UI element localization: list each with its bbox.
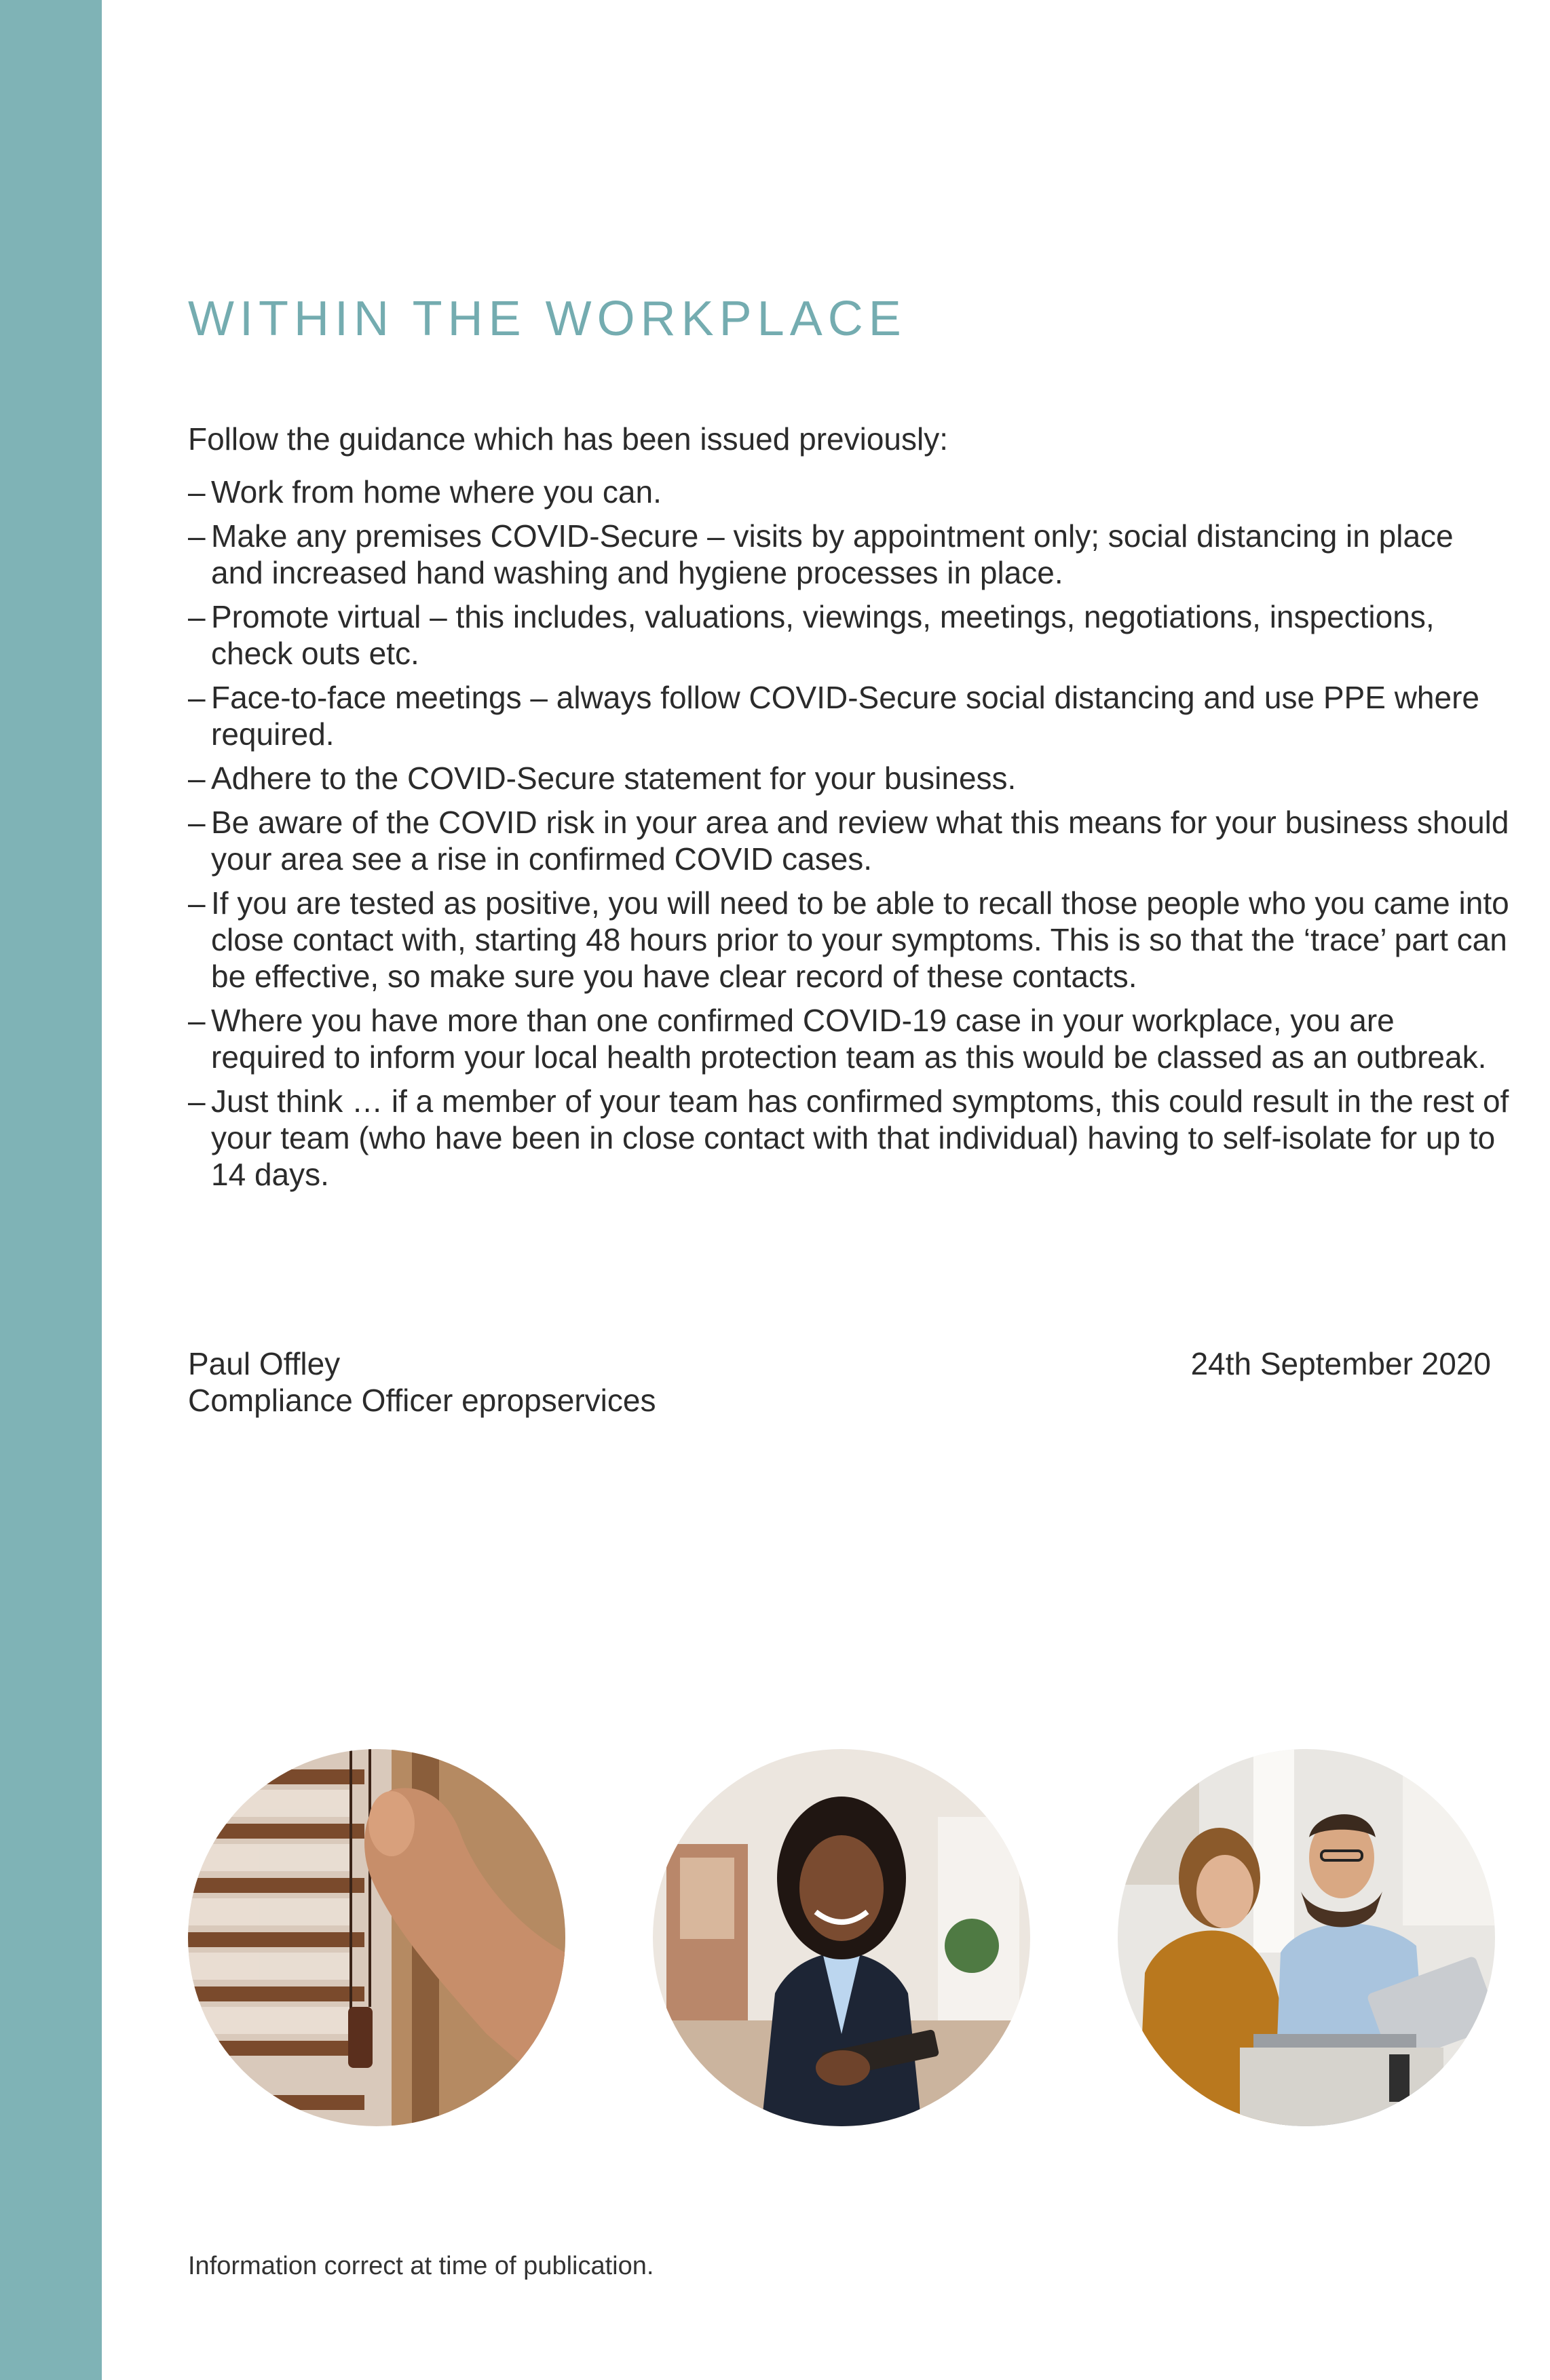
list-item [188,1002,1511,1075]
list-item [188,804,1511,877]
publication-note: Information correct at time of publication. [188,2252,654,2280]
bullet-dash: – [188,474,206,510]
bullet-dash: – [188,1003,206,1038]
list-item-text: Make any premises COVID-Secure – visits by appointment only; social distancing in place and increased hand washing and hygiene processes in place. [211,518,1454,590]
bullet-dash: – [188,518,206,554]
list-item-text: Where you have more than one confirmed COVID-19 case in your workplace, you are required to inform your local health protection team as this would be classed as an outbreak. [211,1003,1487,1075]
list-item [188,760,1511,796]
bullet-dash: – [188,885,206,921]
list-item [188,474,1511,510]
list-item [188,518,1511,591]
list-item-text: Promote virtual – this includes, valuations, viewings, meetings, negotiations, inspections, check outs etc. [211,599,1435,671]
list-item-text: Be aware of the COVID risk in your area and review what this means for your business should your area see a rise in confirmed COVID cases. [211,805,1509,877]
list-item [188,679,1511,752]
bullet-dash: – [188,761,206,796]
list-item [188,885,1511,995]
signatory-name: Paul Offley [188,1346,341,1381]
bullet-dash: – [188,680,206,715]
guidance-list [188,474,1511,1200]
businesswoman-illustration [653,1749,1030,2126]
blinds-illustration [188,1749,565,2126]
list-item-text: If you are tested as positive, you will need to be able to recall those people who you came into close contact with, starting 48 hours prior to your symptoms. This is so that the ‘trace’ part can be effective, so make sure you have clear record of these contacts. [211,885,1509,994]
colleagues-illustration [1118,1749,1495,2126]
side-accent-bar [0,0,102,2380]
list-item-text: Face-to-face meetings – always follow COVID-Secure social distancing and use PPE where required. [211,680,1479,752]
businesswoman-photo [653,1749,1030,2126]
signatory-role: Compliance Officer epropservices [188,1383,656,1418]
bullet-dash: – [188,805,206,840]
publication-date: 24th September 2020 [1190,1346,1491,1381]
colleagues-photo [1118,1749,1495,2126]
list-item-text: Adhere to the COVID-Secure statement for your business. [211,761,1017,796]
list-item [188,598,1511,672]
blinds-photo [188,1749,565,2126]
list-item [188,1083,1511,1193]
list-item-text: Work from home where you can. [211,474,662,510]
list-item-text: Just think … if a member of your team has confirmed symptoms, this could result in the rest of your team (who have been in close contact with that individual) having to self-isolate for up to 14 days. [211,1083,1509,1192]
bullet-dash: – [188,1083,206,1119]
intro-paragraph: Follow the guidance which has been issued previously: [188,421,948,457]
bullet-dash: – [188,599,206,634]
section-heading: WITHIN THE WORKPLACE [188,292,907,346]
